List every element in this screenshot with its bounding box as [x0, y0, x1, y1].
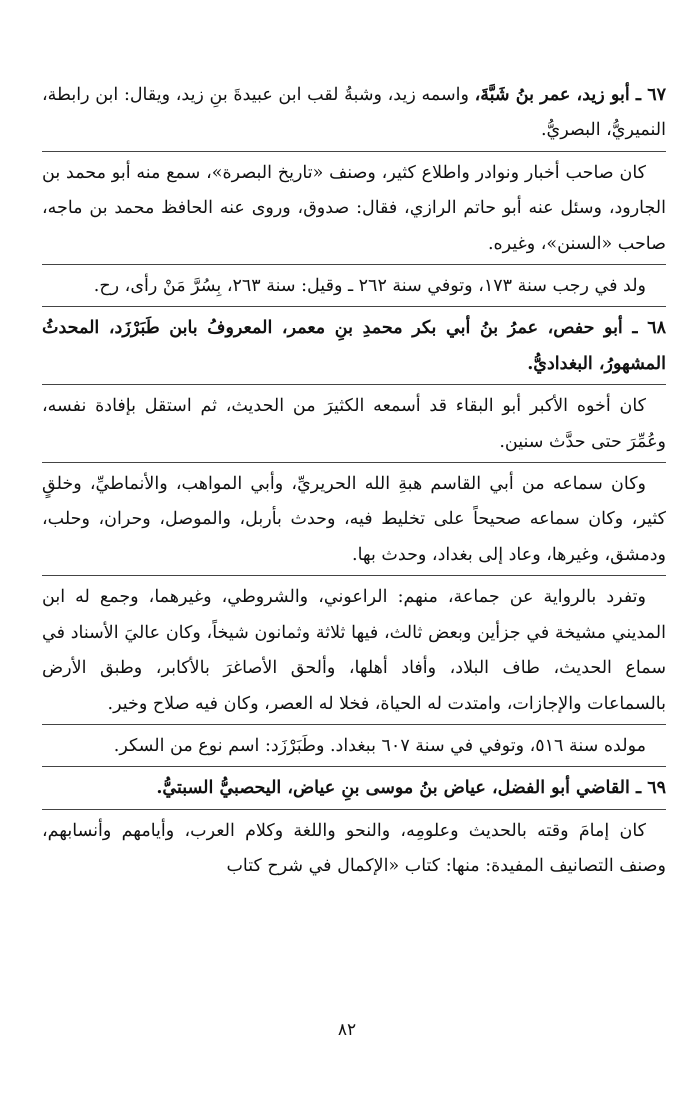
- paragraph-divider: [42, 462, 666, 463]
- paragraph-divider: [42, 384, 666, 385]
- entry-67-text: واسمه زيد، وشبةُ لقب ابن عبيدةَ بنِ زيد، ويقال: ابن رابطة، النميريُّ، البصريُّ.: [42, 85, 666, 141]
- entry-68-heading: ٦٨ ـ أبو حفص، عمرُ بنُ أبي بكر محمدِ بنِ معمر، المعروفُ بابن طَبَرْزَد، المحدثُ المشهورُ، البغداديُّ.: [42, 318, 666, 374]
- paragraph-divider: [42, 264, 666, 265]
- paragraph: ولد في رجب سنة ١٧٣، وتوفي سنة ٢٦٢ ـ وقيل: سنة ٢٦٣، بِسُرَّ مَنْ رأى، رح.: [93, 276, 646, 297]
- entry-68: [42, 311, 666, 382]
- paragraph: كان صاحب أخبار ونوادر واطلاع كثير، وصنف «تاريخ البصرة»، سمع منه أبو محمد بن الجارود، وسئل عنه أبو حاتم الرازي، فقال: صدوق، وروى عنه الحافظ محمد بن ماجه، صاحب «السنن»، وغيره.: [42, 162, 666, 254]
- entry-69-heading: ٦٩ ـ القاضي أبو الفضل، عياض بنُ موسى بنِ عياض، اليحصبيُّ السبتيُّ.: [156, 778, 666, 799]
- entry-67: [42, 78, 666, 149]
- paragraph-divider: [42, 306, 666, 307]
- paragraph-divider: [42, 809, 666, 810]
- paragraph-divider: [42, 575, 666, 576]
- paragraph-divider: [42, 151, 666, 152]
- paragraph: كان إمامَ وقته بالحديث وعلومِه، والنحو واللغة وكلام العرب، وأيامهم وأنسابهم، وصنف التصانيف المفيدة: منها: كتاب «الإكمال في شرح كتاب: [42, 820, 666, 877]
- paragraph: وكان سماعه من أبي القاسم هبةِ الله الحريريِّ، وأبي المواهب، والأنماطيِّ، وخلقٍ كثير، وكان سماعه صحيحاً على تخليط فيه، وحدث بأربل، والموصل، وحران، وحلب، ودمشق، وغيرها، وعاد إلى بغداد، وحدث بها.: [42, 474, 666, 565]
- entry-67-heading: ٦٧ ـ أبو زيد، عمر بنُ شَبَّةَ،: [474, 85, 667, 105]
- page-body: [42, 78, 666, 892]
- paragraph: مولده سنة ٥١٦، وتوفي في سنة ٦٠٧ ببغداد. وطَبَرْزَد: اسم نوع من السكر.: [113, 735, 646, 756]
- paragraph: وتفرد بالرواية عن جماعة، منهم: الراعوني، والشروطي، وغيرهما، وجمع له ابن المديني مشيخة في جزأين وبعض ثالث، فيها ثلاثة وثمانون شيخاً، وكان عاليَ الأسناد في سماع الحديث، طاف البلاد، وأفاد أهلها، وألحق الأصاغرَ بالأكابر، وطبق الأرض بالسماعات والإجازات، وامتدت له الحياة، فخلا له العصر، وكان فيه صلاح وخير.: [42, 587, 666, 714]
- page-number: ٨٢: [337, 1020, 357, 1040]
- entry-69: [42, 771, 666, 806]
- paragraph-divider: [42, 724, 666, 725]
- paragraph: كان أخوه الأكبر أبو البقاء قد أسمعه الكثيرَ من الحديث، ثم استقل بإفادة نفسه، وعُمِّرَ حتى حدَّث سنين.: [42, 396, 666, 452]
- paragraph-divider: [42, 766, 666, 767]
